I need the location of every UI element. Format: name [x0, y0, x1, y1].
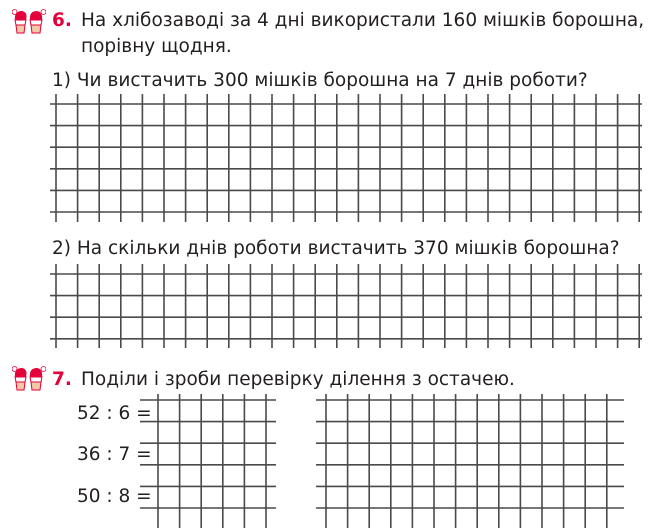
- two-mittens-icon: [12, 9, 46, 35]
- expression-50-div-8: 50 : 8 =: [77, 486, 152, 507]
- two-mittens-icon: [12, 366, 46, 392]
- answer-grid-q1[interactable]: [50, 94, 642, 222]
- grid-lines: [140, 394, 276, 528]
- answer-grid-q2[interactable]: [50, 264, 642, 348]
- task-6-number: 6.: [52, 10, 72, 31]
- division-grid-right[interactable]: [316, 394, 624, 528]
- grid-lines: [316, 394, 624, 528]
- task-7-number: 7.: [52, 369, 72, 390]
- expression-52-div-6: 52 : 6 =: [77, 403, 152, 424]
- task-6-text-line-2: порівну щодня.: [81, 36, 232, 57]
- grid-lines: [50, 264, 642, 348]
- grid-lines: [50, 94, 642, 222]
- task-6-text-line-1: На хлібозаводі за 4 дні використали 160 мішків борошна,: [81, 10, 645, 31]
- division-grid-left[interactable]: [140, 394, 276, 528]
- expression-36-div-7: 36 : 7 =: [77, 444, 152, 465]
- task-7-text: Поділи і зроби перевірку ділення з остачею.: [81, 369, 515, 390]
- task-6-question-1: 1) Чи вистачить 300 мішків борошна на 7 днів роботи?: [52, 70, 588, 91]
- task-6-question-2: 2) На скільки днів роботи вистачить 370 мішків борошна?: [52, 238, 620, 259]
